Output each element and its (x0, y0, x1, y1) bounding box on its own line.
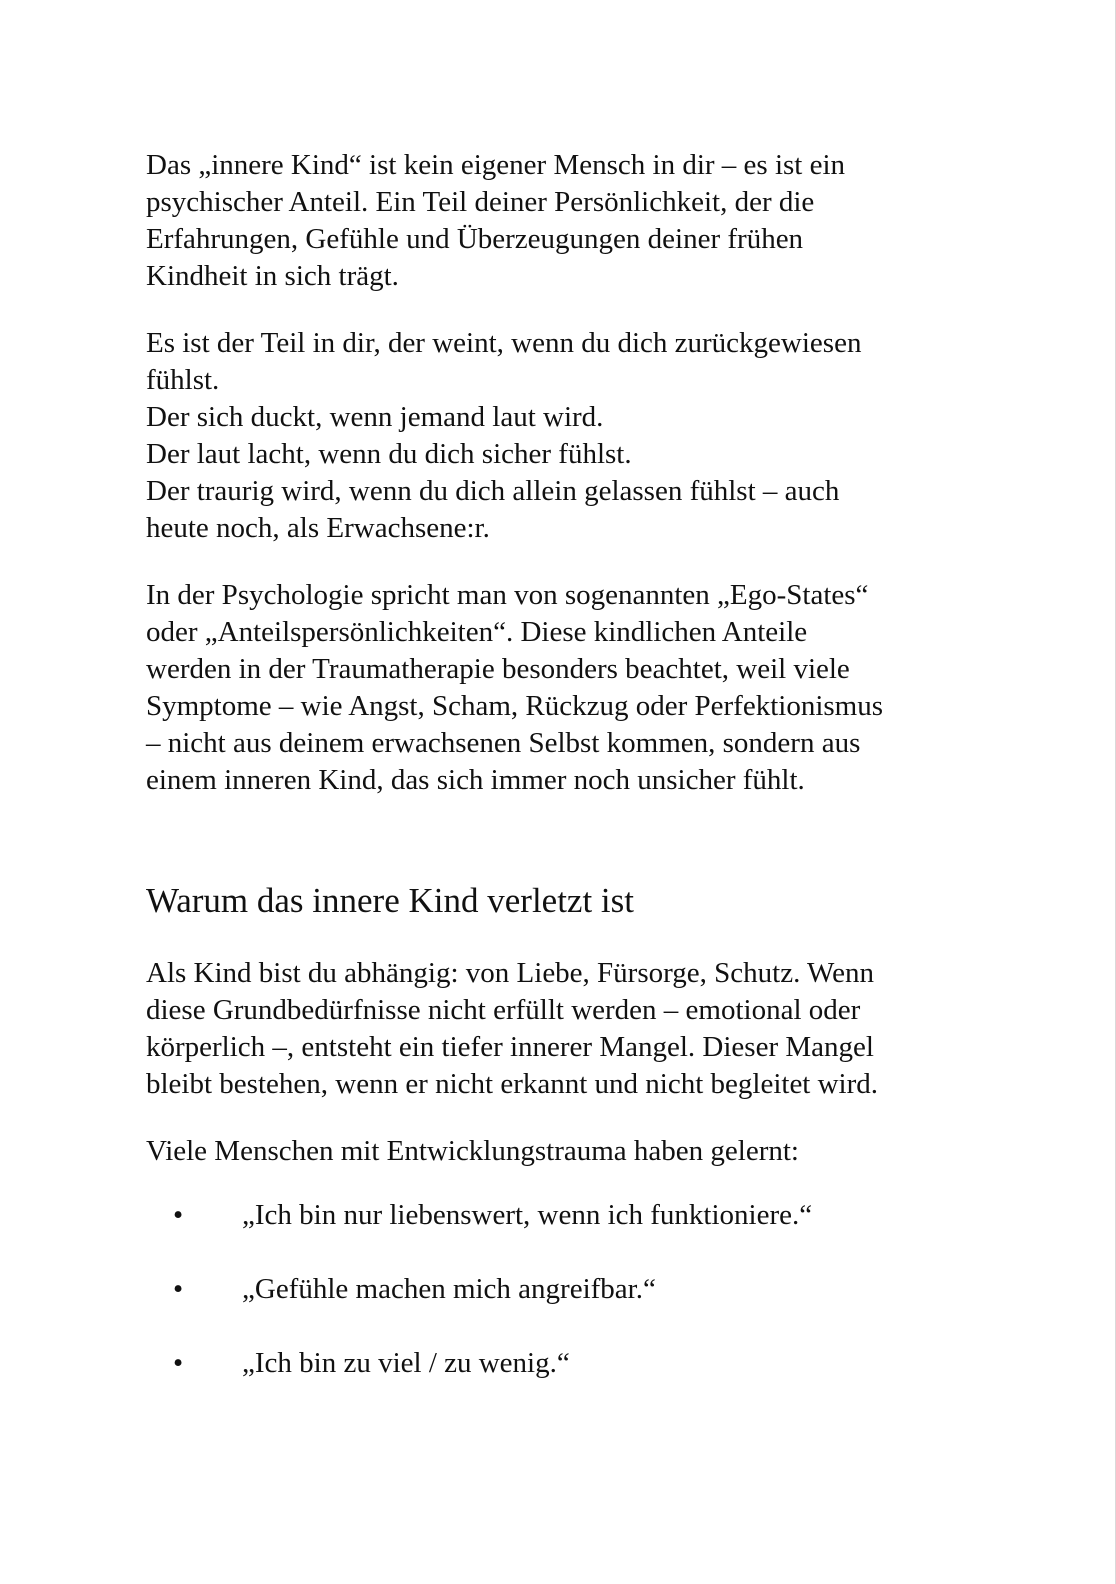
text-line: Symptome – wie Angst, Scham, Rückzug oder Perfektionismus (146, 690, 884, 722)
list-item (146, 1197, 976, 1234)
bullet-icon: • (173, 1273, 184, 1305)
bullet-icon: • (173, 1347, 184, 1379)
list-item-text: „Gefühle machen mich angreifbar.“ (242, 1273, 656, 1305)
text-line: Als Kind bist du abhängig: von Liebe, Fürsorge, Schutz. Wenn (146, 957, 874, 989)
text-line: In der Psychologie spricht man von sogenannten „Ego-States“ (146, 579, 869, 611)
beliefs-list (146, 1197, 976, 1382)
list-item-text: „Ich bin nur liebenswert, wenn ich funktioniere.“ (242, 1199, 813, 1231)
paragraph-ego-states (146, 577, 976, 799)
list-item-text: „Ich bin zu viel / zu wenig.“ (242, 1347, 570, 1379)
section-heading: Warum das innere Kind verletzt ist (146, 881, 635, 920)
text-line: Erfahrungen, Gefühle und Überzeugungen deiner frühen (146, 223, 804, 255)
paragraph-inner-child-definition (146, 147, 976, 295)
list-intro: Viele Menschen mit Entwicklungstrauma haben gelernt: (146, 1135, 799, 1167)
text-line: Der sich duckt, wenn jemand laut wird. (146, 401, 604, 433)
bullet-icon: • (173, 1199, 184, 1231)
text-line: oder „Anteilspersönlichkeiten“. Diese kindlichen Anteile (146, 616, 808, 648)
list-item (146, 1271, 976, 1308)
paragraph-dependency (146, 955, 976, 1103)
text-line: werden in der Traumatherapie besonders beachtet, weil viele (146, 653, 850, 685)
list-item (146, 1345, 976, 1382)
text-line: – nicht aus deinem erwachsenen Selbst kommen, sondern aus (146, 727, 861, 759)
text-line: heute noch, als Erwachsene:r. (146, 512, 490, 544)
text-line: Der traurig wird, wenn du dich allein gelassen fühlst – auch (146, 475, 840, 507)
text-line: Das „innere Kind“ ist kein eigener Mensch in dir – es ist ein (146, 149, 846, 181)
text-line: Kindheit in sich trägt. (146, 260, 399, 292)
paragraph-inner-child-feelings (146, 325, 976, 547)
page-content (146, 147, 976, 1419)
text-line: körperlich –, entsteht ein tiefer innerer Mangel. Dieser Mangel (146, 1031, 874, 1063)
text-line: fühlst. (146, 364, 220, 396)
text-line: einem inneren Kind, das sich immer noch unsicher fühlt. (146, 764, 805, 796)
text-line: Der laut lacht, wenn du dich sicher fühlst. (146, 438, 632, 470)
text-line: bleibt bestehen, wenn er nicht erkannt und nicht begleitet wird. (146, 1068, 879, 1100)
text-line: Es ist der Teil in dir, der weint, wenn du dich zurückgewiesen (146, 327, 862, 359)
text-line: psychischer Anteil. Ein Teil deiner Persönlichkeit, der die (146, 186, 815, 218)
text-line: diese Grundbedürfnisse nicht erfüllt werden – emotional oder (146, 994, 861, 1026)
